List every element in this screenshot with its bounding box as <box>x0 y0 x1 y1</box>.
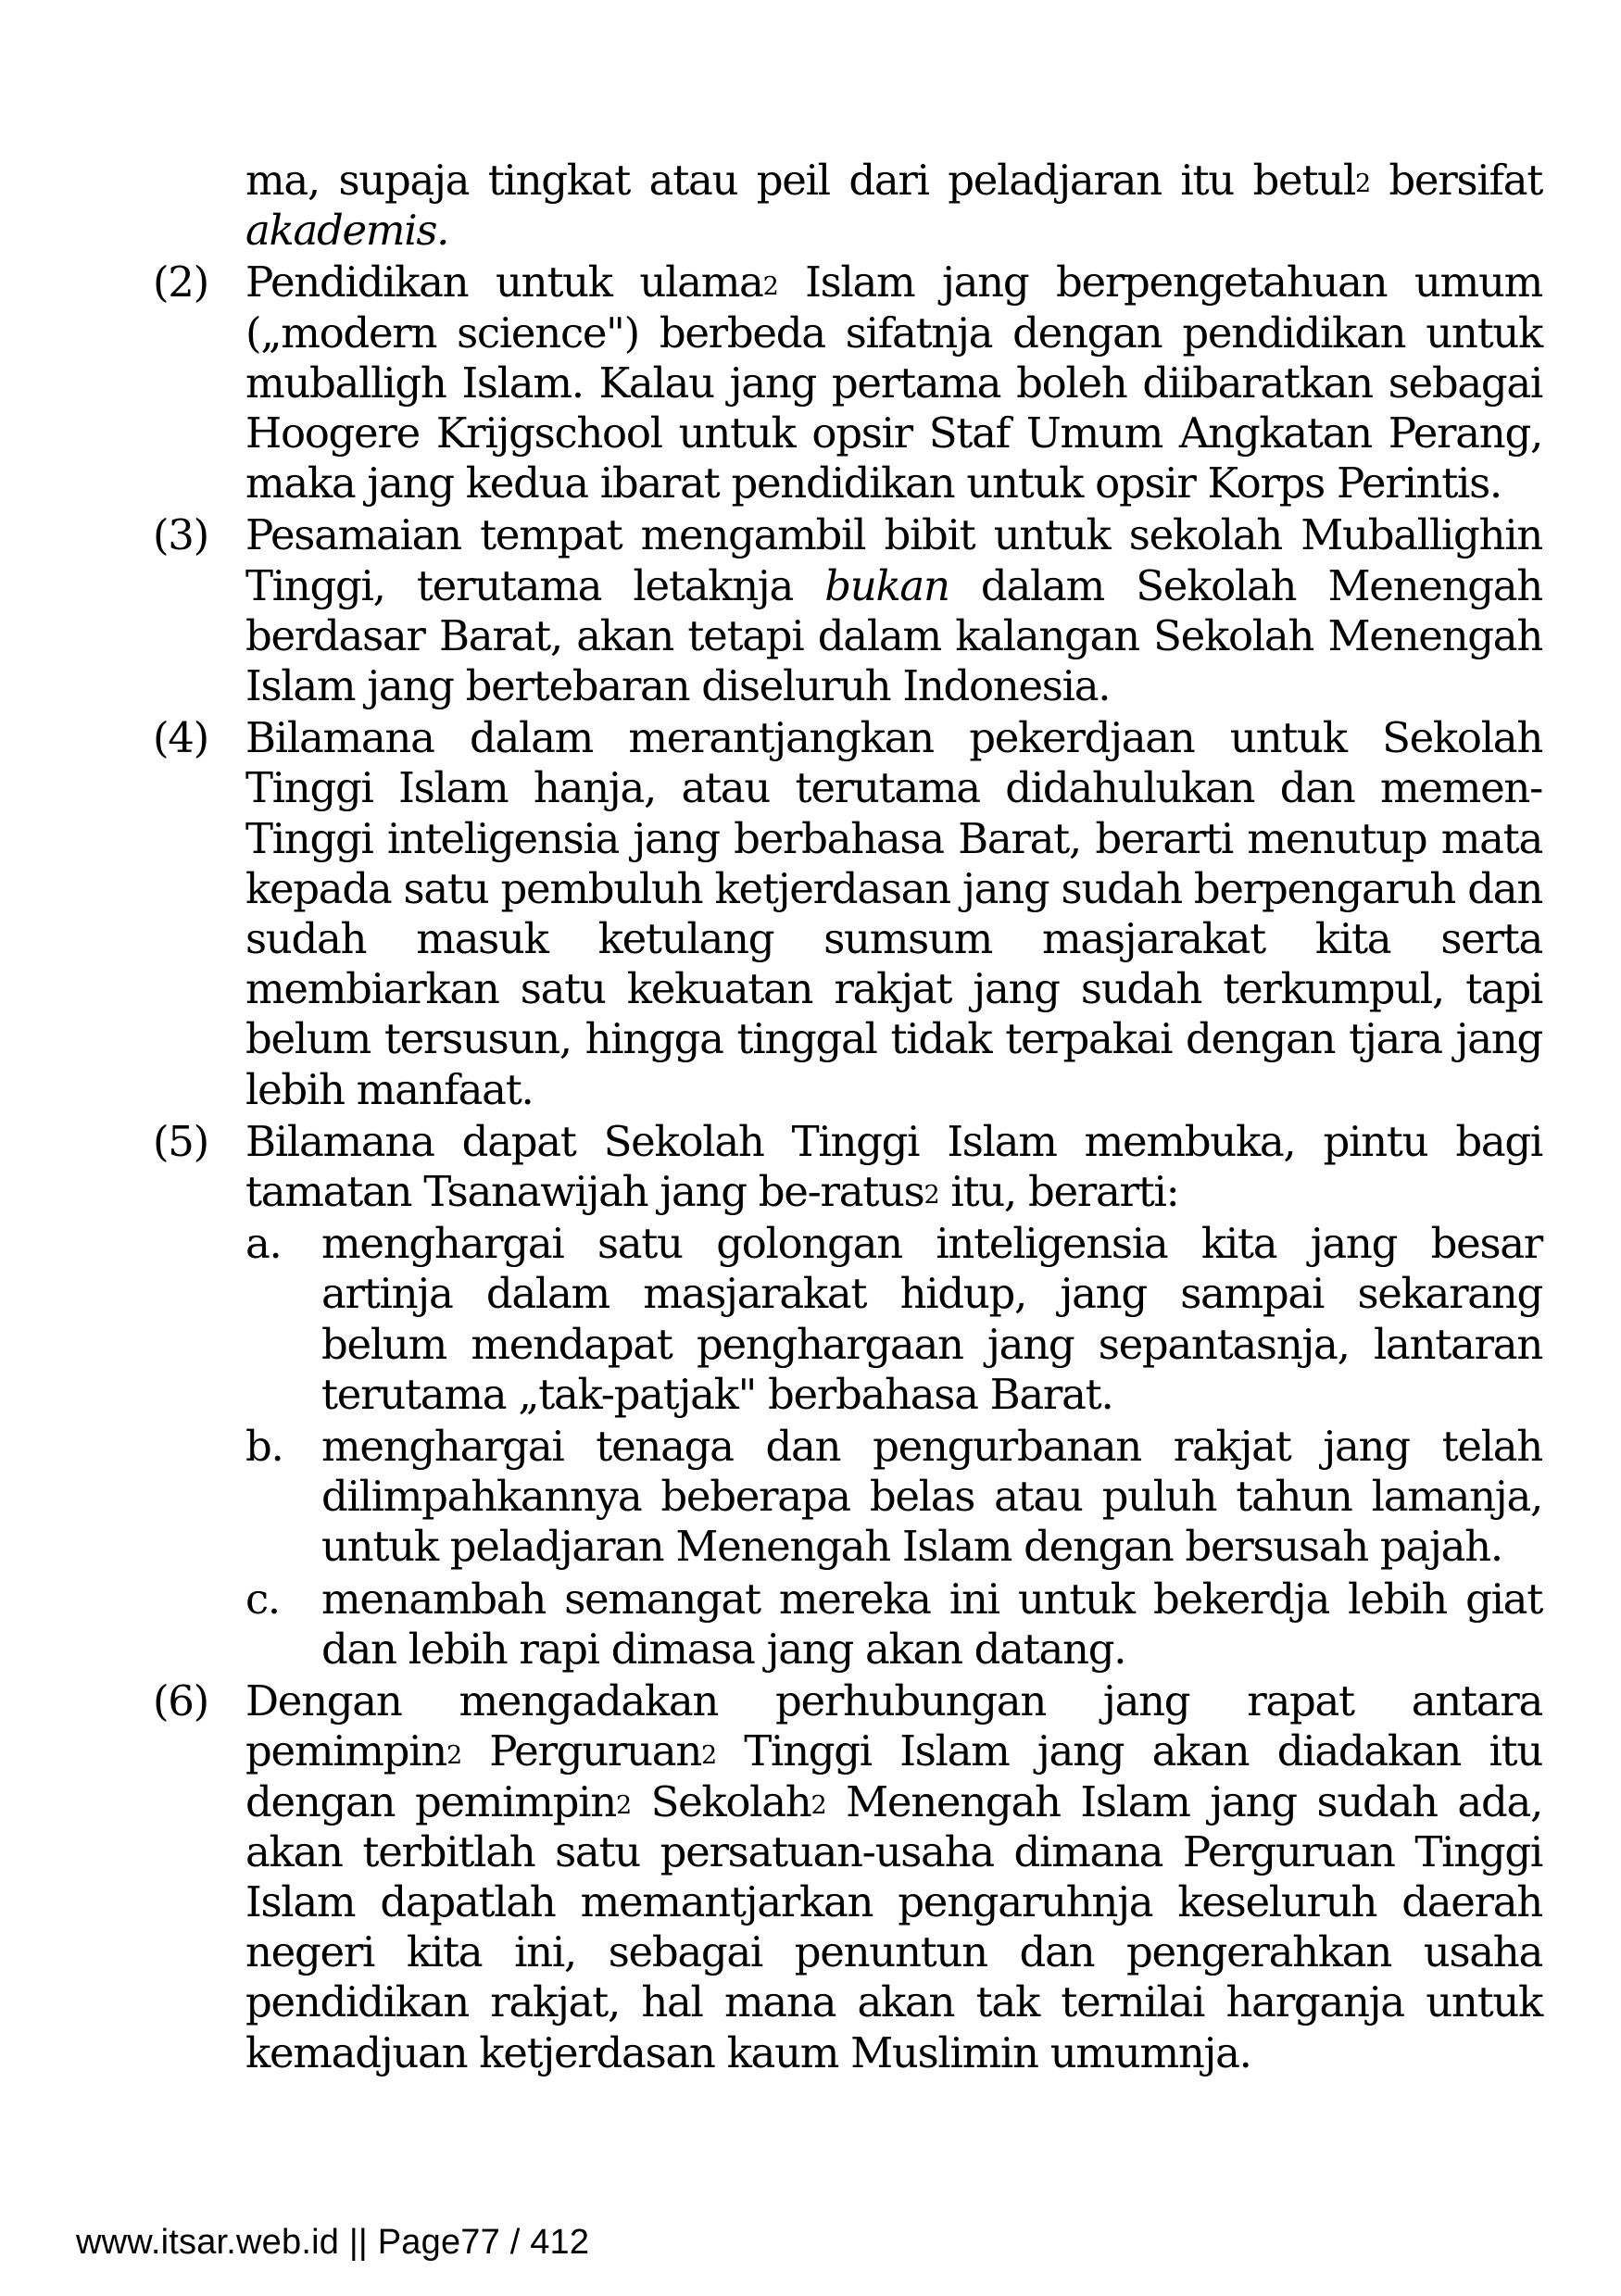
numbered-item-3 <box>153 510 1542 711</box>
superscript-two: 2 <box>762 271 778 301</box>
intro-italic-word: akademis. <box>245 206 449 256</box>
superscript-two: 2 <box>446 1740 461 1770</box>
sub-item-letter: c. <box>245 1574 280 1624</box>
item-number: (3) <box>153 510 208 560</box>
sub-item-text: menambah semangat mereka ini untuk bekerdja lebih giat dan lebih rapi dimasa jang akan datang. <box>321 1574 1542 1674</box>
sub-item-text: menghargai satu golongan inteligensia kita jang besar artinja dalam masjarakat hidup, jang sampai sekarang belum mendapat penghargaan jang sepantasnja, lantaran terutama „tak-patjak" berbahasa Barat. <box>321 1219 1542 1419</box>
sub-item-text: menghargai tenaga dan pengurbanan rakjat jang telah dilimpahkannya beberapa belas atau puluh tahun lamanja, untuk peladjaran Menengah Islam dengan bersusah pajah. <box>321 1422 1542 1572</box>
item-number: (4) <box>153 713 208 763</box>
superscript-two: 2 <box>924 1181 939 1211</box>
superscript-two: 2 <box>615 1790 631 1820</box>
numbered-item-2 <box>153 257 1542 508</box>
numbered-item-4 <box>153 713 1542 1115</box>
superscript-two: 2 <box>1354 169 1370 199</box>
item-italic-word: bukan <box>824 560 949 610</box>
numbered-item-5 <box>153 1117 1542 1675</box>
page-body <box>153 156 1542 2078</box>
item-number: (2) <box>153 257 208 307</box>
numbered-item-6 <box>153 1676 1542 2078</box>
sub-item-b <box>245 1422 1542 1573</box>
sub-list <box>245 1219 1542 1675</box>
superscript-two: 2 <box>701 1740 716 1770</box>
sub-item-c <box>245 1575 1542 1675</box>
intro-paragraph <box>153 156 1542 256</box>
sub-item-a <box>245 1219 1542 1420</box>
item-text: Bilamana dapat Sekolah Tinggi Islam membuka, pintu bagi tamatan Tsanawijah jang be-ratus$^2$ itu, berarti: <box>245 1116 1542 1217</box>
page-footer: www.itsar.web.id || Page77 / 412 <box>76 2223 590 2262</box>
item-text: Pendidikan untuk ulama$^2$ Islam jang berpengetahuan umum („modern science") berbeda sifatnja dengan pendidikan untuk muballigh Islam. Kalau jang pertama boleh diibaratkan sebagai Hoogere Krijgschool untuk opsir Staf Umum Angkatan Perang, maka jang kedua ibarat pendidikan untuk opsir Korps Perintis. <box>245 257 1542 508</box>
superscript-two: 2 <box>810 1790 826 1820</box>
item-number: (6) <box>153 1676 208 1726</box>
item-text: Pesamaian tempat mengambil bibit untuk sekolah Muballighin Tinggi, terutama letaknja <box>245 510 1542 610</box>
intro-text-continued: bersifat <box>1369 156 1543 205</box>
sub-item-letter: b. <box>245 1422 283 1472</box>
item-text-continued: dalam Sekolah Menengah berdasar Barat, akan tetapi dalam kalangan Sekolah Menengah Islam jang bertebaran diseluruh Indonesia. <box>245 560 1542 711</box>
item-number: (5) <box>153 1116 208 1166</box>
item-text: Dengan mengadakan perhubungan jang rapat antara pemimpin$^2$ Perguruan$^2$ Tinggi Islam jang akan diadakan itu dengan pemimpin$^2$ Sekolah$^2$ Menengah Islam jang sudah ada, akan terbitlah satu persatuan-usaha dimana Perguruan Tinggi Islam dapatlah memantjarkan pengaruhnja keseluruh daerah negeri kita ini, sebagai penuntun dan pengerahkan usaha pendidikan rakjat, hal mana akan tak ternilai harganja untuk kemadjuan ketjerdasan kaum Muslimin umumnja. <box>245 1676 1542 2077</box>
item-text: Bilamana dalam merantjangkan pekerdjaan untuk Sekolah Tinggi Islam hanja, atau terutama didahulukan dan memen-Tinggi inteligensia jang berbahasa Barat, berarti menutup mata kepada satu pembuluh ketjerdasan jang sudah berpengaruh dan sudah masuk ketulang sumsum masjarakat kita serta membiarkan satu kekuatan rakjat jang sudah terkumpul, tapi belum tersusun, hingga tinggal tidak terpakai dengan tjara jang lebih manfaat. <box>245 713 1542 1114</box>
intro-text: ma, supaja tingkat atau peil dari peladjaran itu betul <box>245 156 1355 205</box>
sub-item-letter: a. <box>245 1219 282 1269</box>
